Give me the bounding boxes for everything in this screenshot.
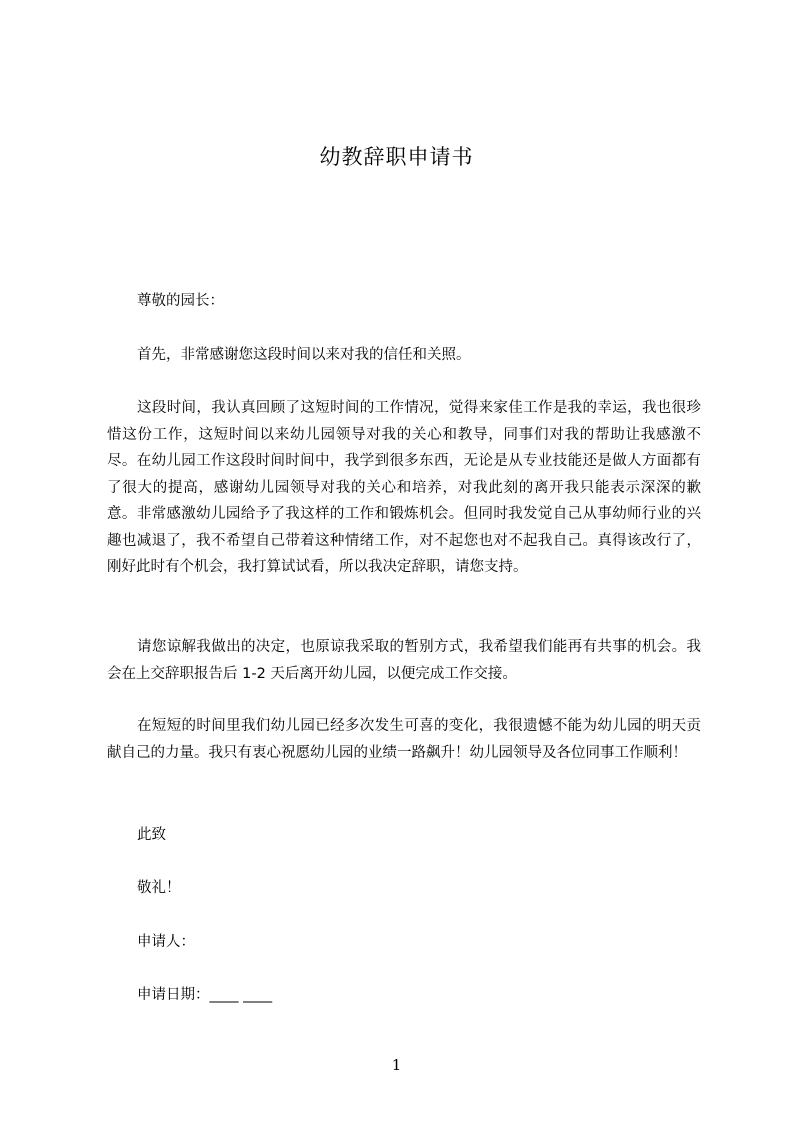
date-label: 申请日期：____ ____ bbox=[137, 987, 273, 1003]
paragraph-reflection: 这段时间，我认真回顾了这短时间的工作情况，觉得来家佳工作是我的幸运，我也很珍惜这份工作，这短时间以来幼儿园领导对我的关心和教导，同事们对我的帮助让我感激不尽。在幼儿园工作这段时间时间中，我学到很多东西，无论是从专业技能还是做人方面都有了很大的提高，感谢幼儿园领导对我的关心和培养，对我此刻的离开我只能表示深深的歉意。非常感激幼儿园给予了我这样的工作和锻炼机会。但同时我发觉自己从事幼师行业的兴趣也减退了，我不希望自己带着这种情绪工作，对不起您也对不起我自己。真得该改行了，刚好此时有个机会，我打算试试看，所以我决定辞职，请您支持。 bbox=[107, 400, 701, 575]
applicant-label: 申请人： bbox=[137, 934, 195, 950]
document-title: 幼教辞职申请书 bbox=[319, 145, 474, 169]
paragraph-apology: 请您谅解我做出的决定，也原谅我采取的暂别方式，我希望我们能再有共事的机会。我会在上交辞职报告后 1-2 天后离开幼儿园，以便完成工作交接。 bbox=[107, 639, 701, 682]
closing-salute: 敬礼！ bbox=[137, 880, 181, 896]
salutation: 尊敬的园长： bbox=[137, 293, 224, 309]
paragraph-thanks: 首先，非常感谢您这段时间以来对我的信任和关照。 bbox=[137, 347, 471, 363]
paragraph-wishes: 在短短的时间里我们幼儿园已经多次发生可喜的变化，我很遗憾不能为幼儿园的明天贡献自己的力量。我只有衷心祝愿幼儿园的业绩一路飙升！幼儿园领导及各位同事工作顺利！ bbox=[107, 718, 701, 761]
closing-regards: 此致 bbox=[137, 827, 166, 843]
page-number: 1 bbox=[391, 1056, 402, 1074]
